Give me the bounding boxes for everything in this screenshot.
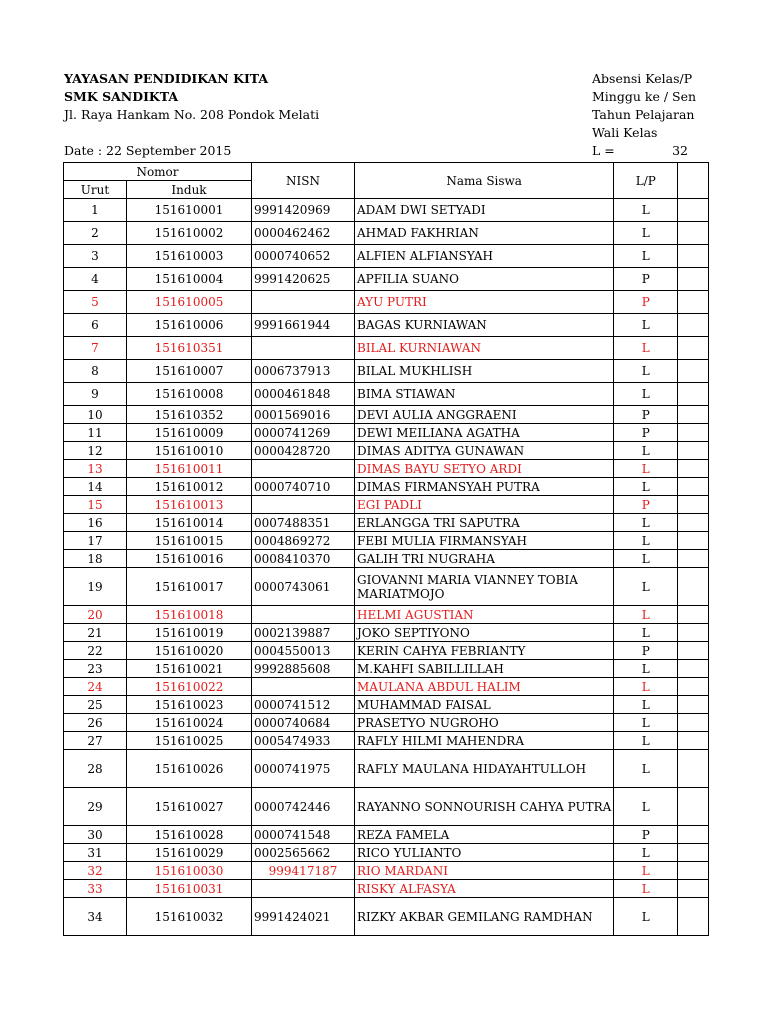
row-nama-siswa: JOKO SEPTIYONO bbox=[355, 624, 614, 642]
row-urut: 7 bbox=[64, 337, 127, 360]
row-blank bbox=[678, 383, 709, 406]
row-lp: P bbox=[614, 406, 678, 424]
homeroom-teacher-label: Wali Kelas bbox=[592, 125, 658, 140]
row-lp: L bbox=[614, 714, 678, 732]
row-urut: 1 bbox=[64, 199, 127, 222]
row-urut: 17 bbox=[64, 532, 127, 550]
row-nisn: 0000740710 bbox=[252, 478, 355, 496]
row-induk: 151610011 bbox=[127, 460, 252, 478]
row-nisn: 0000743061 bbox=[252, 568, 355, 606]
row-blank bbox=[678, 880, 709, 898]
row-blank bbox=[678, 568, 709, 606]
row-urut: 19 bbox=[64, 568, 127, 606]
row-nisn: 0000428720 bbox=[252, 442, 355, 460]
row-urut: 21 bbox=[64, 624, 127, 642]
row-lp: L bbox=[614, 245, 678, 268]
table-row bbox=[64, 360, 709, 383]
row-lp: L bbox=[614, 660, 678, 678]
table-row bbox=[64, 568, 709, 606]
row-blank bbox=[678, 442, 709, 460]
row-lp: L bbox=[614, 442, 678, 460]
table-row bbox=[64, 245, 709, 268]
row-induk: 151610002 bbox=[127, 222, 252, 245]
row-lp: P bbox=[614, 424, 678, 442]
row-nisn: 0000742446 bbox=[252, 788, 355, 826]
row-nama-siswa: DEWI MEILIANA AGATHA bbox=[355, 424, 614, 442]
row-nisn: 0005474933 bbox=[252, 732, 355, 750]
male-count bbox=[592, 143, 688, 158]
row-lp: L bbox=[614, 624, 678, 642]
row-nama-siswa: ERLANGGA TRI SAPUTRA bbox=[355, 514, 614, 532]
row-blank bbox=[678, 514, 709, 532]
row-nisn: 0007488351 bbox=[252, 514, 355, 532]
row-blank bbox=[678, 268, 709, 291]
row-nisn: 0000462462 bbox=[252, 222, 355, 245]
attendance-rows bbox=[64, 199, 709, 936]
row-nama-siswa: RAYANNO SONNOURISH CAHYA PUTRA bbox=[355, 788, 614, 826]
row-nama-siswa: DIMAS ADITYA GUNAWAN bbox=[355, 442, 614, 460]
row-urut: 18 bbox=[64, 550, 127, 568]
row-nama-siswa: MAULANA ABDUL HALIM bbox=[355, 678, 614, 696]
table-row bbox=[64, 826, 709, 844]
row-urut: 4 bbox=[64, 268, 127, 291]
table-row bbox=[64, 496, 709, 514]
row-nisn: 0000740684 bbox=[252, 714, 355, 732]
row-nisn: 0001569016 bbox=[252, 406, 355, 424]
row-blank bbox=[678, 199, 709, 222]
table-row bbox=[64, 606, 709, 624]
row-lp: P bbox=[614, 642, 678, 660]
row-lp: L bbox=[614, 732, 678, 750]
row-induk: 151610028 bbox=[127, 826, 252, 844]
table-row bbox=[64, 222, 709, 245]
row-lp: L bbox=[614, 550, 678, 568]
row-induk: 151610012 bbox=[127, 478, 252, 496]
header-nomor: Nomor bbox=[64, 163, 252, 181]
row-nisn: 0004550013 bbox=[252, 642, 355, 660]
table-row bbox=[64, 660, 709, 678]
attendance-table bbox=[63, 162, 709, 936]
table-row bbox=[64, 442, 709, 460]
row-nisn: 9991420969 bbox=[252, 199, 355, 222]
row-nisn: 999417187 bbox=[252, 862, 355, 880]
table-row bbox=[64, 678, 709, 696]
row-nisn: 0004869272 bbox=[252, 532, 355, 550]
header-nisn: NISN bbox=[252, 163, 355, 199]
row-induk: 151610008 bbox=[127, 383, 252, 406]
row-nisn: 0000741512 bbox=[252, 696, 355, 714]
school-year-label: Tahun Pelajaran bbox=[592, 107, 695, 122]
row-induk: 151610025 bbox=[127, 732, 252, 750]
row-urut: 22 bbox=[64, 642, 127, 660]
row-lp: L bbox=[614, 696, 678, 714]
row-induk: 151610029 bbox=[127, 844, 252, 862]
row-lp: P bbox=[614, 291, 678, 314]
row-urut: 29 bbox=[64, 788, 127, 826]
row-induk: 151610018 bbox=[127, 606, 252, 624]
row-nisn: 9991424021 bbox=[252, 898, 355, 936]
row-induk: 151610014 bbox=[127, 514, 252, 532]
row-blank bbox=[678, 406, 709, 424]
row-nama-siswa: RIZKY AKBAR GEMILANG RAMDHAN bbox=[355, 898, 614, 936]
attendance-info bbox=[592, 70, 768, 142]
row-induk: 151610020 bbox=[127, 642, 252, 660]
table-row bbox=[64, 750, 709, 788]
row-nama-siswa: APFILIA SUANO bbox=[355, 268, 614, 291]
row-nisn: 9991420625 bbox=[252, 268, 355, 291]
row-lp: L bbox=[614, 606, 678, 624]
table-row bbox=[64, 624, 709, 642]
row-nisn bbox=[252, 606, 355, 624]
table-row bbox=[64, 424, 709, 442]
row-nisn: 0000741269 bbox=[252, 424, 355, 442]
row-lp: L bbox=[614, 514, 678, 532]
row-nisn bbox=[252, 678, 355, 696]
row-urut: 30 bbox=[64, 826, 127, 844]
male-count-label: L = bbox=[592, 143, 615, 158]
row-nama-siswa: EGI PADLI bbox=[355, 496, 614, 514]
row-nama-siswa: GIOVANNI MARIA VIANNEY TOBIA MARIATMOJO bbox=[355, 568, 614, 606]
row-nisn: 9992885608 bbox=[252, 660, 355, 678]
row-induk: 151610005 bbox=[127, 291, 252, 314]
row-blank bbox=[678, 424, 709, 442]
row-urut: 15 bbox=[64, 496, 127, 514]
row-nisn: 0000461848 bbox=[252, 383, 355, 406]
table-row bbox=[64, 337, 709, 360]
row-blank bbox=[678, 862, 709, 880]
row-blank bbox=[678, 750, 709, 788]
row-nama-siswa: BILAL MUKHLISH bbox=[355, 360, 614, 383]
row-nama-siswa: ALFIEN ALFIANSYAH bbox=[355, 245, 614, 268]
week-label: Minggu ke / Sen bbox=[592, 89, 697, 104]
row-lp: L bbox=[614, 360, 678, 383]
row-blank bbox=[678, 788, 709, 826]
row-lp: L bbox=[614, 383, 678, 406]
header-induk: Induk bbox=[127, 181, 252, 199]
row-induk: 151610010 bbox=[127, 442, 252, 460]
row-urut: 13 bbox=[64, 460, 127, 478]
row-nama-siswa: AYU PUTRI bbox=[355, 291, 614, 314]
row-blank bbox=[678, 826, 709, 844]
male-count-value: 32 bbox=[672, 143, 688, 158]
row-nisn bbox=[252, 291, 355, 314]
row-nama-siswa: ADAM DWI SETYADI bbox=[355, 199, 614, 222]
row-induk: 151610030 bbox=[127, 862, 252, 880]
row-blank bbox=[678, 337, 709, 360]
row-nama-siswa: M.KAHFI SABILLILLAH bbox=[355, 660, 614, 678]
row-lp: L bbox=[614, 478, 678, 496]
row-induk: 151610007 bbox=[127, 360, 252, 383]
row-blank bbox=[678, 478, 709, 496]
row-nisn: 0000740652 bbox=[252, 245, 355, 268]
attendance-class-label: Absensi Kelas/P bbox=[592, 71, 693, 86]
row-nama-siswa: DIMAS FIRMANSYAH PUTRA bbox=[355, 478, 614, 496]
row-nama-siswa: KERIN CAHYA FEBRIANTY bbox=[355, 642, 614, 660]
row-blank bbox=[678, 714, 709, 732]
row-lp: L bbox=[614, 880, 678, 898]
row-urut: 20 bbox=[64, 606, 127, 624]
row-urut: 8 bbox=[64, 360, 127, 383]
row-blank bbox=[678, 550, 709, 568]
row-lp: L bbox=[614, 844, 678, 862]
row-blank bbox=[678, 460, 709, 478]
table-row bbox=[64, 514, 709, 532]
table-row bbox=[64, 383, 709, 406]
row-induk: 151610026 bbox=[127, 750, 252, 788]
org-name: YAYASAN PENDIDIKAN KITA bbox=[64, 71, 269, 86]
row-lp: P bbox=[614, 826, 678, 844]
row-urut: 28 bbox=[64, 750, 127, 788]
row-urut: 10 bbox=[64, 406, 127, 424]
row-urut: 31 bbox=[64, 844, 127, 862]
row-induk: 151610019 bbox=[127, 624, 252, 642]
row-induk: 151610015 bbox=[127, 532, 252, 550]
row-lp: L bbox=[614, 532, 678, 550]
row-urut: 12 bbox=[64, 442, 127, 460]
row-induk: 151610352 bbox=[127, 406, 252, 424]
row-induk: 151610003 bbox=[127, 245, 252, 268]
row-lp: P bbox=[614, 496, 678, 514]
row-blank bbox=[678, 222, 709, 245]
row-lp: L bbox=[614, 678, 678, 696]
table-row bbox=[64, 460, 709, 478]
row-nisn bbox=[252, 337, 355, 360]
row-nama-siswa: REZA FAMELA bbox=[355, 826, 614, 844]
school-address: Jl. Raya Hankam No. 208 Pondok Melati bbox=[64, 107, 320, 122]
row-nama-siswa: GALIH TRI NUGRAHA bbox=[355, 550, 614, 568]
row-nisn bbox=[252, 496, 355, 514]
row-nama-siswa: AHMAD FAKHRIAN bbox=[355, 222, 614, 245]
row-urut: 2 bbox=[64, 222, 127, 245]
row-blank bbox=[678, 532, 709, 550]
row-nama-siswa: PRASETYO NUGROHO bbox=[355, 714, 614, 732]
row-lp: L bbox=[614, 788, 678, 826]
row-nama-siswa: DIMAS BAYU SETYO ARDI bbox=[355, 460, 614, 478]
row-lp: L bbox=[614, 222, 678, 245]
row-urut: 11 bbox=[64, 424, 127, 442]
row-urut: 14 bbox=[64, 478, 127, 496]
row-nama-siswa: RIO MARDANI bbox=[355, 862, 614, 880]
row-nama-siswa: RAFLY HILMI MAHENDRA bbox=[355, 732, 614, 750]
row-lp: L bbox=[614, 199, 678, 222]
row-induk: 151610023 bbox=[127, 696, 252, 714]
row-urut: 9 bbox=[64, 383, 127, 406]
row-induk: 151610004 bbox=[127, 268, 252, 291]
row-urut: 34 bbox=[64, 898, 127, 936]
table-row bbox=[64, 406, 709, 424]
row-induk: 151610032 bbox=[127, 898, 252, 936]
row-urut: 6 bbox=[64, 314, 127, 337]
row-nama-siswa: HELMI AGUSTIAN bbox=[355, 606, 614, 624]
row-lp: L bbox=[614, 898, 678, 936]
row-urut: 24 bbox=[64, 678, 127, 696]
row-blank bbox=[678, 660, 709, 678]
row-blank bbox=[678, 898, 709, 936]
row-urut: 26 bbox=[64, 714, 127, 732]
row-blank bbox=[678, 360, 709, 383]
row-induk: 151610031 bbox=[127, 880, 252, 898]
row-nisn bbox=[252, 880, 355, 898]
row-blank bbox=[678, 624, 709, 642]
row-induk: 151610021 bbox=[127, 660, 252, 678]
row-urut: 27 bbox=[64, 732, 127, 750]
row-urut: 16 bbox=[64, 514, 127, 532]
table-row bbox=[64, 788, 709, 826]
table-row bbox=[64, 199, 709, 222]
row-nama-siswa: RAFLY MAULANA HIDAYAHTULLOH bbox=[355, 750, 614, 788]
row-induk: 151610016 bbox=[127, 550, 252, 568]
row-urut: 3 bbox=[64, 245, 127, 268]
header-blank bbox=[678, 163, 709, 199]
row-nama-siswa: BILAL KURNIAWAN bbox=[355, 337, 614, 360]
table-row bbox=[64, 550, 709, 568]
row-induk: 151610006 bbox=[127, 314, 252, 337]
header-urut: Urut bbox=[64, 181, 127, 199]
row-nisn: 9991661944 bbox=[252, 314, 355, 337]
row-induk: 151610009 bbox=[127, 424, 252, 442]
row-lp: L bbox=[614, 568, 678, 606]
row-nisn: 0000741548 bbox=[252, 826, 355, 844]
row-urut: 5 bbox=[64, 291, 127, 314]
row-nisn: 0008410370 bbox=[252, 550, 355, 568]
row-nisn: 0000741975 bbox=[252, 750, 355, 788]
row-induk: 151610017 bbox=[127, 568, 252, 606]
header-lp: L/P bbox=[614, 163, 678, 199]
row-blank bbox=[678, 678, 709, 696]
school-name: SMK SANDIKTA bbox=[64, 89, 179, 104]
row-induk: 151610001 bbox=[127, 199, 252, 222]
table-row bbox=[64, 696, 709, 714]
row-induk: 151610351 bbox=[127, 337, 252, 360]
row-blank bbox=[678, 844, 709, 862]
school-header bbox=[64, 70, 319, 124]
table-row bbox=[64, 714, 709, 732]
row-blank bbox=[678, 696, 709, 714]
row-induk: 151610024 bbox=[127, 714, 252, 732]
table-row bbox=[64, 268, 709, 291]
row-nama-siswa: RICO YULIANTO bbox=[355, 844, 614, 862]
row-nisn: 0002565662 bbox=[252, 844, 355, 862]
row-lp: L bbox=[614, 314, 678, 337]
row-blank bbox=[678, 245, 709, 268]
table-row bbox=[64, 314, 709, 337]
row-nisn bbox=[252, 460, 355, 478]
row-lp: L bbox=[614, 750, 678, 788]
row-urut: 33 bbox=[64, 880, 127, 898]
row-induk: 151610013 bbox=[127, 496, 252, 514]
table-row bbox=[64, 862, 709, 880]
row-nama-siswa: RISKY ALFASYA bbox=[355, 880, 614, 898]
table-row bbox=[64, 642, 709, 660]
table-row bbox=[64, 732, 709, 750]
row-blank bbox=[678, 642, 709, 660]
table-row bbox=[64, 532, 709, 550]
row-blank bbox=[678, 496, 709, 514]
row-urut: 23 bbox=[64, 660, 127, 678]
row-blank bbox=[678, 732, 709, 750]
row-nama-siswa: BIMA STIAWAN bbox=[355, 383, 614, 406]
row-nisn: 0006737913 bbox=[252, 360, 355, 383]
row-lp: L bbox=[614, 862, 678, 880]
table-row bbox=[64, 478, 709, 496]
table-row bbox=[64, 898, 709, 936]
table-row bbox=[64, 291, 709, 314]
document-date: Date : 22 September 2015 bbox=[64, 143, 232, 158]
row-induk: 151610027 bbox=[127, 788, 252, 826]
row-lp: L bbox=[614, 337, 678, 360]
row-nama-siswa: FEBI MULIA FIRMANSYAH bbox=[355, 532, 614, 550]
row-nama-siswa: DEVI AULIA ANGGRAENI bbox=[355, 406, 614, 424]
table-row bbox=[64, 880, 709, 898]
row-blank bbox=[678, 606, 709, 624]
header-nama-siswa: Nama Siswa bbox=[355, 163, 614, 199]
row-urut: 25 bbox=[64, 696, 127, 714]
row-lp: P bbox=[614, 268, 678, 291]
row-nisn: 0002139887 bbox=[252, 624, 355, 642]
row-nama-siswa: MUHAMMAD FAISAL bbox=[355, 696, 614, 714]
row-urut: 32 bbox=[64, 862, 127, 880]
table-row bbox=[64, 844, 709, 862]
row-nama-siswa: BAGAS KURNIAWAN bbox=[355, 314, 614, 337]
row-blank bbox=[678, 314, 709, 337]
row-lp: L bbox=[614, 460, 678, 478]
row-induk: 151610022 bbox=[127, 678, 252, 696]
row-blank bbox=[678, 291, 709, 314]
